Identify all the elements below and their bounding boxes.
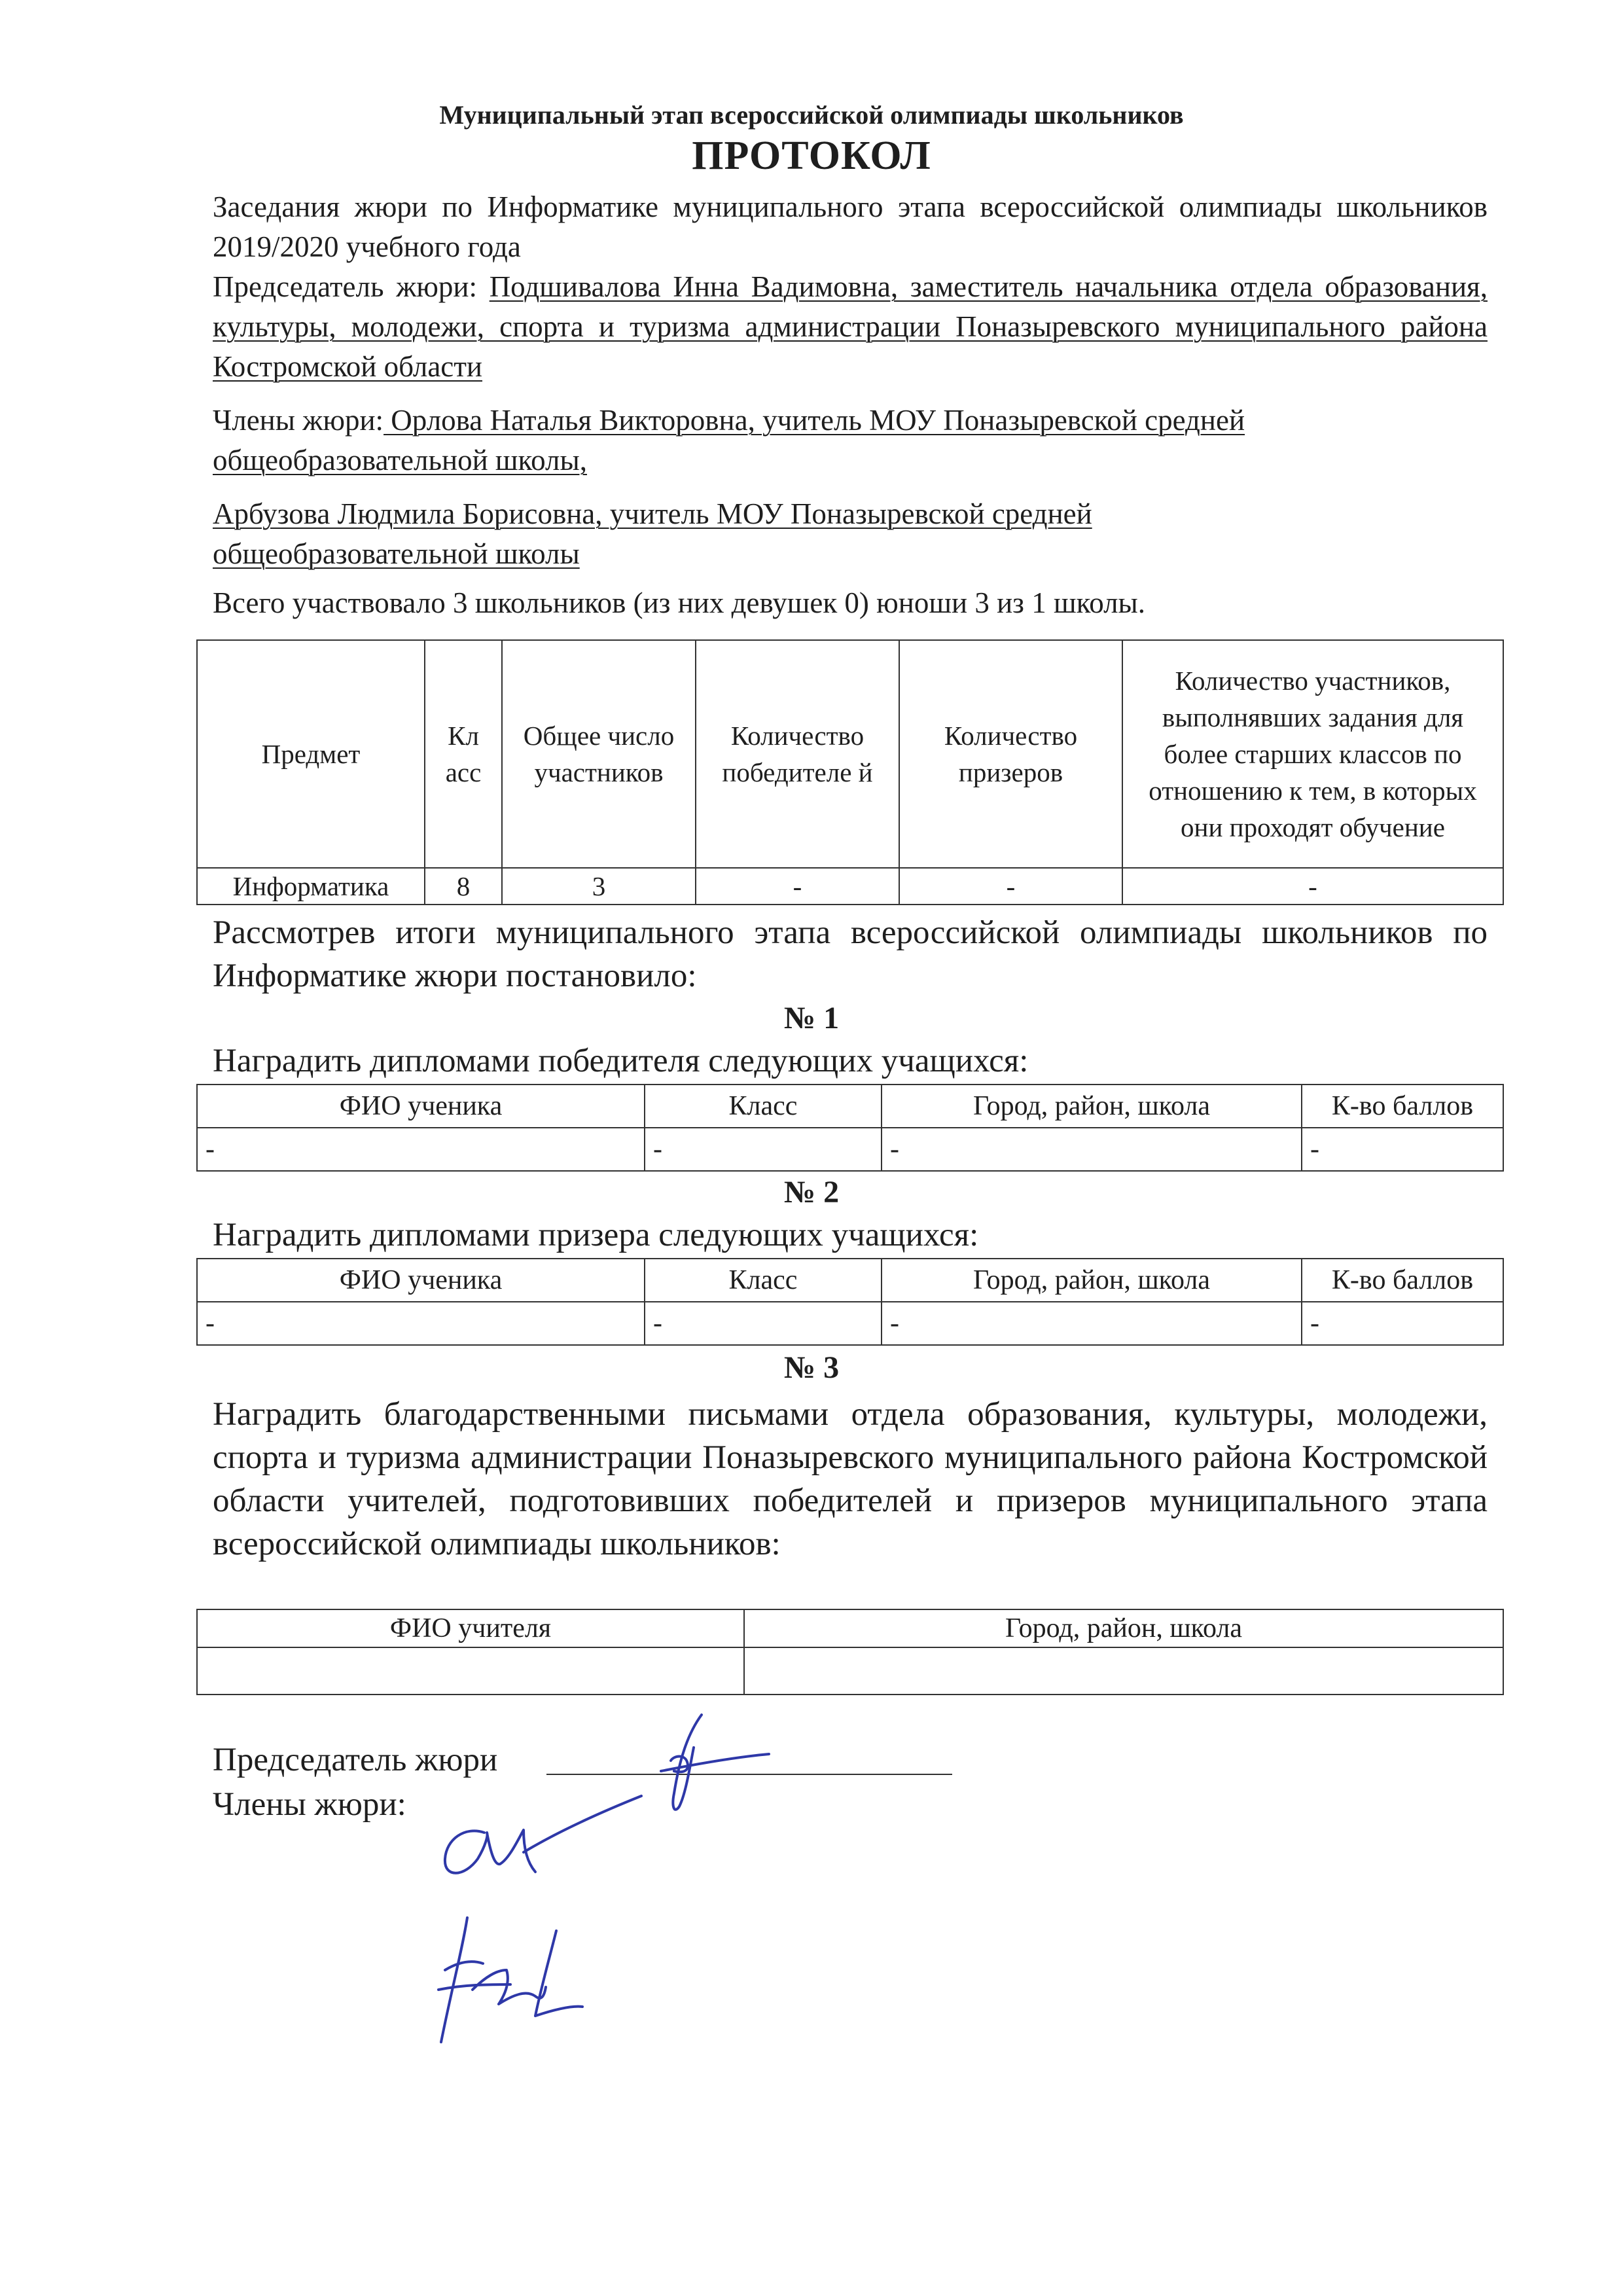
member-1-signature [432, 1780, 668, 1892]
teachers-header-row [197, 1609, 1503, 1647]
page-title: ПРОТОКОЛ [692, 134, 931, 178]
chair-signature-label: Председатель жюри [213, 1742, 498, 1778]
prizewinners-cell: - [1302, 1302, 1503, 1345]
decision-text: Рассмотрев итоги муниципального этапа всероссийской олимпиады школьников по Информатике жюри постановило: [213, 914, 1488, 994]
members-signature-label: Члены жюри: [213, 1786, 406, 1823]
section-2-number: № 2 [783, 1175, 840, 1210]
prizewinners-cell: - [197, 1302, 645, 1345]
teachers-cell [197, 1647, 744, 1695]
teachers-cell [744, 1647, 1503, 1695]
jury-member-1: Орлова Наталья Викторовна, учитель МОУ Поназыревской средней общеобразовательной школы, [213, 404, 1245, 476]
olympiad-heading: Муниципальный этап всероссийской олимпиады школьников [439, 100, 1184, 130]
chair-signature [648, 1708, 779, 1839]
prizewinners-header-row [197, 1259, 1503, 1302]
winners-cell: - [882, 1128, 1302, 1171]
prizewinners-header-cell: Город, район, школа [882, 1259, 1302, 1302]
teachers-header-cell: Город, район, школа [744, 1609, 1503, 1647]
jury-members-paragraph [213, 401, 1260, 480]
summary-cell: - [899, 868, 1122, 905]
prizewinners-cell: - [882, 1302, 1302, 1345]
summary-header-cell: Кл асс [425, 640, 502, 868]
prizewinners-cell: - [645, 1302, 882, 1345]
winners-table [196, 1084, 1504, 1172]
winners-header-cell: Город, район, школа [882, 1085, 1302, 1128]
jury-chair-label: Председатель жюри: [213, 270, 477, 303]
winners-header-row [197, 1085, 1503, 1128]
section-3-text: Наградить благодарственными письмами отдела образования, культуры, молодежи, спорта и туризма администрации Поназыревского муниципального района Костромской области учителей, подготовивших победителей и призеров муниципального этапа всероссийской олимпиады школьников: [213, 1396, 1488, 1562]
jury-chair-paragraph [213, 267, 1488, 387]
summary-cell: Информатика [197, 868, 425, 905]
member-2-signature [425, 1892, 635, 2055]
summary-data-row [197, 868, 1503, 905]
jury-members-label: Члены жюри: [213, 404, 384, 437]
summary-header-row [197, 640, 1503, 868]
jury-member-2-paragraph [213, 494, 1260, 574]
winners-header-cell: К-во баллов [1302, 1085, 1503, 1128]
winners-cell: - [197, 1128, 645, 1171]
summary-cell: 8 [425, 868, 502, 905]
winners-header-cell: ФИО ученика [197, 1085, 645, 1128]
prizewinners-header-cell: ФИО ученика [197, 1259, 645, 1302]
summary-cell: 3 [502, 868, 696, 905]
teachers-header-cell: ФИО учителя [197, 1609, 744, 1647]
winners-cell: - [1302, 1128, 1503, 1171]
summary-header-cell: Количество призеров [899, 640, 1122, 868]
summary-cell: - [696, 868, 899, 905]
summary-cell: - [1122, 868, 1503, 905]
summary-header-cell: Предмет [197, 640, 425, 868]
jury-chair-name: Подшивалова Инна Вадимовна, заместитель начальника отдела образования, культуры, молодежи, спорта и туризма администрации Поназыревского муниципального района Костромской области [213, 270, 1488, 383]
prizewinners-header-cell: Класс [645, 1259, 882, 1302]
prizewinners-data-row [197, 1302, 1503, 1345]
section-2-text: Наградить дипломами призера следующих учащихся: [213, 1217, 979, 1253]
section-1-number: № 1 [783, 1001, 840, 1035]
section-3-number: № 3 [783, 1350, 840, 1385]
winners-data-row [197, 1128, 1503, 1171]
summary-header-cell: Количество победителе й [696, 640, 899, 868]
teachers-data-row [197, 1647, 1503, 1695]
participants-total: Всего участвовало 3 школьников (из них девушек 0) юноши 3 из 1 школы. [213, 586, 1146, 619]
prizewinners-table [196, 1258, 1504, 1346]
teachers-table [196, 1609, 1504, 1695]
summary-header-cell: Количество участников, выполнявших задания для более старших классов по отношению к тем, в которых они проходят обучение [1122, 640, 1503, 868]
meeting-description: Заседания жюри по Информатике муниципального этапа всероссийской олимпиады школьников 2019/2020 учебного года [213, 190, 1488, 263]
winners-cell: - [645, 1128, 882, 1171]
summary-header-cell: Общее число участников [502, 640, 696, 868]
section-1-text: Наградить дипломами победителя следующих учащихся: [213, 1043, 1029, 1079]
summary-table [196, 639, 1504, 905]
winners-header-cell: Класс [645, 1085, 882, 1128]
prizewinners-header-cell: К-во баллов [1302, 1259, 1503, 1302]
jury-member-2: Арбузова Людмила Борисовна, учитель МОУ Поназыревской средней общеобразовательной школы [213, 497, 1092, 570]
